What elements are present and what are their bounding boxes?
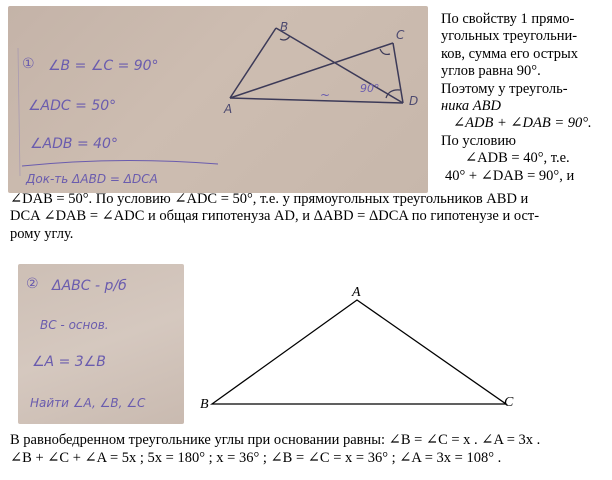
solution1-line: ∠ADB = 40°, т.е.: [465, 150, 570, 167]
find-angles: Найти ∠A, ∠B, ∠C: [30, 396, 146, 410]
vertex-label-c: C: [396, 28, 405, 42]
given-base: BC - основ.: [40, 318, 109, 332]
given-isosceles: ΔABC - р/б: [52, 278, 127, 294]
vertex-label-d: D: [409, 94, 419, 108]
solution1-line: По условию: [441, 132, 516, 149]
equal-mark: ~: [320, 88, 331, 102]
problem2-number: ②: [26, 276, 39, 292]
given-angle-adb: ∠ADB = 40°: [30, 136, 118, 152]
given-right-angles: ∠B = ∠C = 90°: [48, 58, 159, 74]
triangle-label-a: A: [352, 285, 361, 300]
solution1-wide-line: DCA ∠DAB = ∠ADC и общая гипотенуза AD, и ΔABD = ΔDCA по гипотенузе и ост-: [10, 208, 540, 225]
given-angle-relation: ∠A = 3∠B: [32, 354, 106, 370]
solution2-line: В равнобедренном треугольнике углы при основании равны: ∠B = ∠C = x . ∠A = 3x .: [10, 432, 541, 448]
solution1-line: По свойству 1 прямо-: [441, 11, 575, 27]
solution1-line: ника ABD: [441, 98, 501, 115]
solution1-line: ков, сумма его острых: [441, 45, 578, 62]
solution1-line: 40° + ∠DAB = 90°, и: [445, 167, 575, 184]
vertex-label-b: B: [280, 20, 289, 34]
solution1-line: Поэтому у треуголь-: [441, 80, 568, 97]
solution1-line: углов равна 90°.: [441, 63, 541, 80]
solution1-wide-line: ∠DAB = 50°. По условию ∠ADC = 50°, т.е. у прямоугольных треугольников ABD и: [10, 191, 529, 207]
solution1-wide-line: рому углу.: [10, 225, 74, 242]
solution2-line: ∠B + ∠C + ∠A = 5x ; 5x = 180° ; x = 36° ; ∠B = ∠C = x = 36° ; ∠A = 3x = 108° .: [10, 450, 502, 466]
solution1-line: угольных треугольни-: [441, 28, 578, 45]
triangle-abc-outline: [212, 300, 506, 404]
angle-mark-90: 90°: [360, 82, 380, 95]
prove-statement: Док-ть ΔABD = ΔDCA: [26, 172, 158, 186]
triangle-label-b: B: [200, 397, 209, 412]
solution2: [10, 431, 604, 467]
given-angle-adc: ∠ADC = 50°: [28, 98, 117, 114]
vertex-label-a: A: [224, 102, 233, 116]
solution1-line: ∠ADB + ∠DAB = 90°.: [453, 115, 592, 132]
triangle-label-c: C: [504, 395, 514, 410]
problem1-number: ①: [22, 56, 35, 72]
